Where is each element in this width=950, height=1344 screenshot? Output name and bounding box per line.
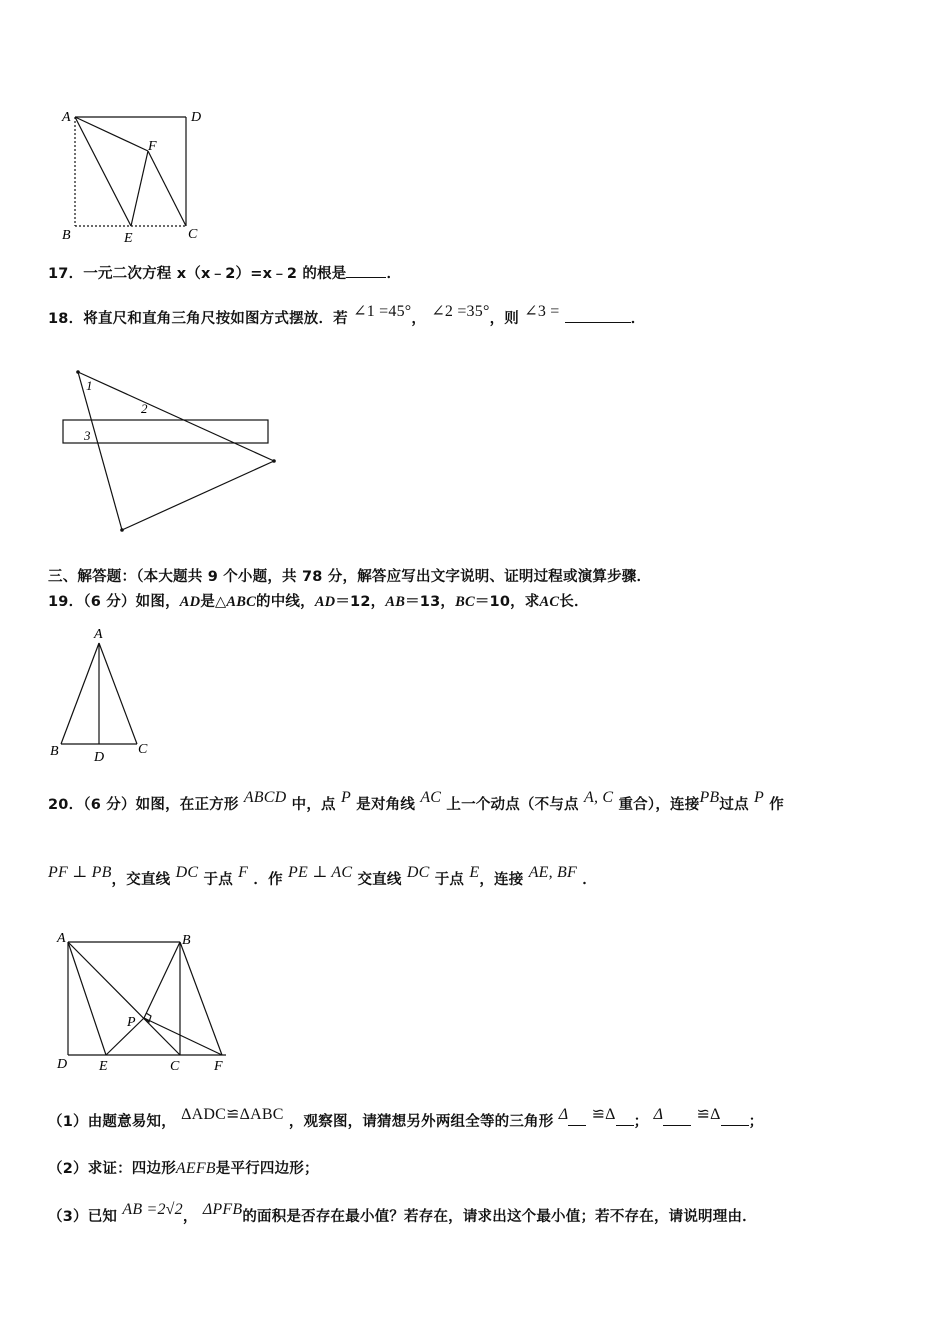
label-A: A	[62, 110, 71, 125]
q17-answer-blank[interactable]	[346, 265, 386, 278]
label-B: B	[62, 228, 71, 243]
q18-answer-blank[interactable]	[565, 310, 631, 323]
q17-text: 17．一元二次方程 x（x﹣2）=x﹣2 的根是	[48, 266, 347, 282]
q18-angle1: ∠1 =45°	[353, 303, 412, 320]
angle-label-1: 1	[86, 378, 93, 393]
part1-blank-4[interactable]	[721, 1113, 749, 1126]
q18-angle3: ∠3 =	[524, 303, 560, 320]
part1-blank-3[interactable]	[663, 1113, 691, 1126]
label-C: C	[188, 227, 198, 242]
angle-label-3: 3	[84, 428, 91, 443]
question-17: 17．一元二次方程 x（x﹣2）=x﹣2 的根是 ．	[48, 266, 402, 282]
pq-label-A: A	[57, 931, 66, 946]
label-D: D	[191, 110, 202, 125]
pq-label-P: P	[127, 1015, 136, 1030]
q18-angle2: ∠2 =35°	[431, 303, 490, 320]
ruler-figure-lines	[63, 372, 274, 530]
label-E: E	[124, 231, 133, 246]
question-20-part1: （1）由题意易知， ΔADC≌ΔABC ，观察图，请猜想另外两组全等的三角形 Δ ≌Δ ； Δ ≌Δ ；	[48, 1106, 764, 1130]
iso-label-A: A	[94, 627, 103, 642]
q18-text: 18．将直尺和直角三角尺按如图方式摆放．若	[48, 311, 348, 327]
part1-blank-1[interactable]	[568, 1113, 586, 1126]
pq-figure-lines	[68, 942, 226, 1055]
question-18: 18．将直尺和直角三角尺按如图方式摆放．若 ∠1 =45°， ∠2 =35°，则 ∠3 = ．	[48, 303, 646, 327]
section-3-heading: 三、解答题：（本大题共 9 个小题，共 78 分，解答应写出文字说明、证明过程或演算步骤．	[48, 569, 652, 585]
pq-label-F: F	[214, 1059, 223, 1074]
label-F: F	[148, 139, 157, 154]
pq-label-C: C	[170, 1059, 180, 1074]
question-19: 19．（6 分）如图，AD是△ABC的中线，AD＝12，AB＝13，BC＝10，求AC长．	[48, 594, 589, 610]
pq-label-D: D	[57, 1057, 68, 1072]
iso-label-D: D	[94, 750, 105, 765]
iso-figure-lines	[61, 643, 137, 744]
angle-label-2: 2	[141, 401, 148, 416]
pq-label-B: B	[182, 933, 191, 948]
question-20-part3: （3）已知 AB =2√2， ΔPFB的面积是否存在最小值？若存在，请求出这个最小值；若不存在，请说明理由．	[48, 1201, 757, 1225]
question-20-line2: PF ⊥ PB，交直线 DC 于点 F ．作 PE ⊥ AC 交直线 DC 于点 E，连接 AE, BF ．	[48, 864, 597, 888]
question-20-line1: 20．（6 分）如图，在正方形 ABCD 中，点 P 是对角线 AC 上一个动点（不与点 A, C 重合），连接PB过点 P 作	[48, 789, 784, 813]
question-20-part2: （2）求证：四边形AEFB是平行四边形；	[48, 1160, 319, 1177]
square-figure-lines	[75, 117, 186, 226]
pq-label-E: E	[99, 1059, 108, 1074]
iso-label-B: B	[50, 744, 59, 759]
iso-label-C: C	[138, 742, 148, 757]
part1-blank-2[interactable]	[616, 1113, 634, 1126]
